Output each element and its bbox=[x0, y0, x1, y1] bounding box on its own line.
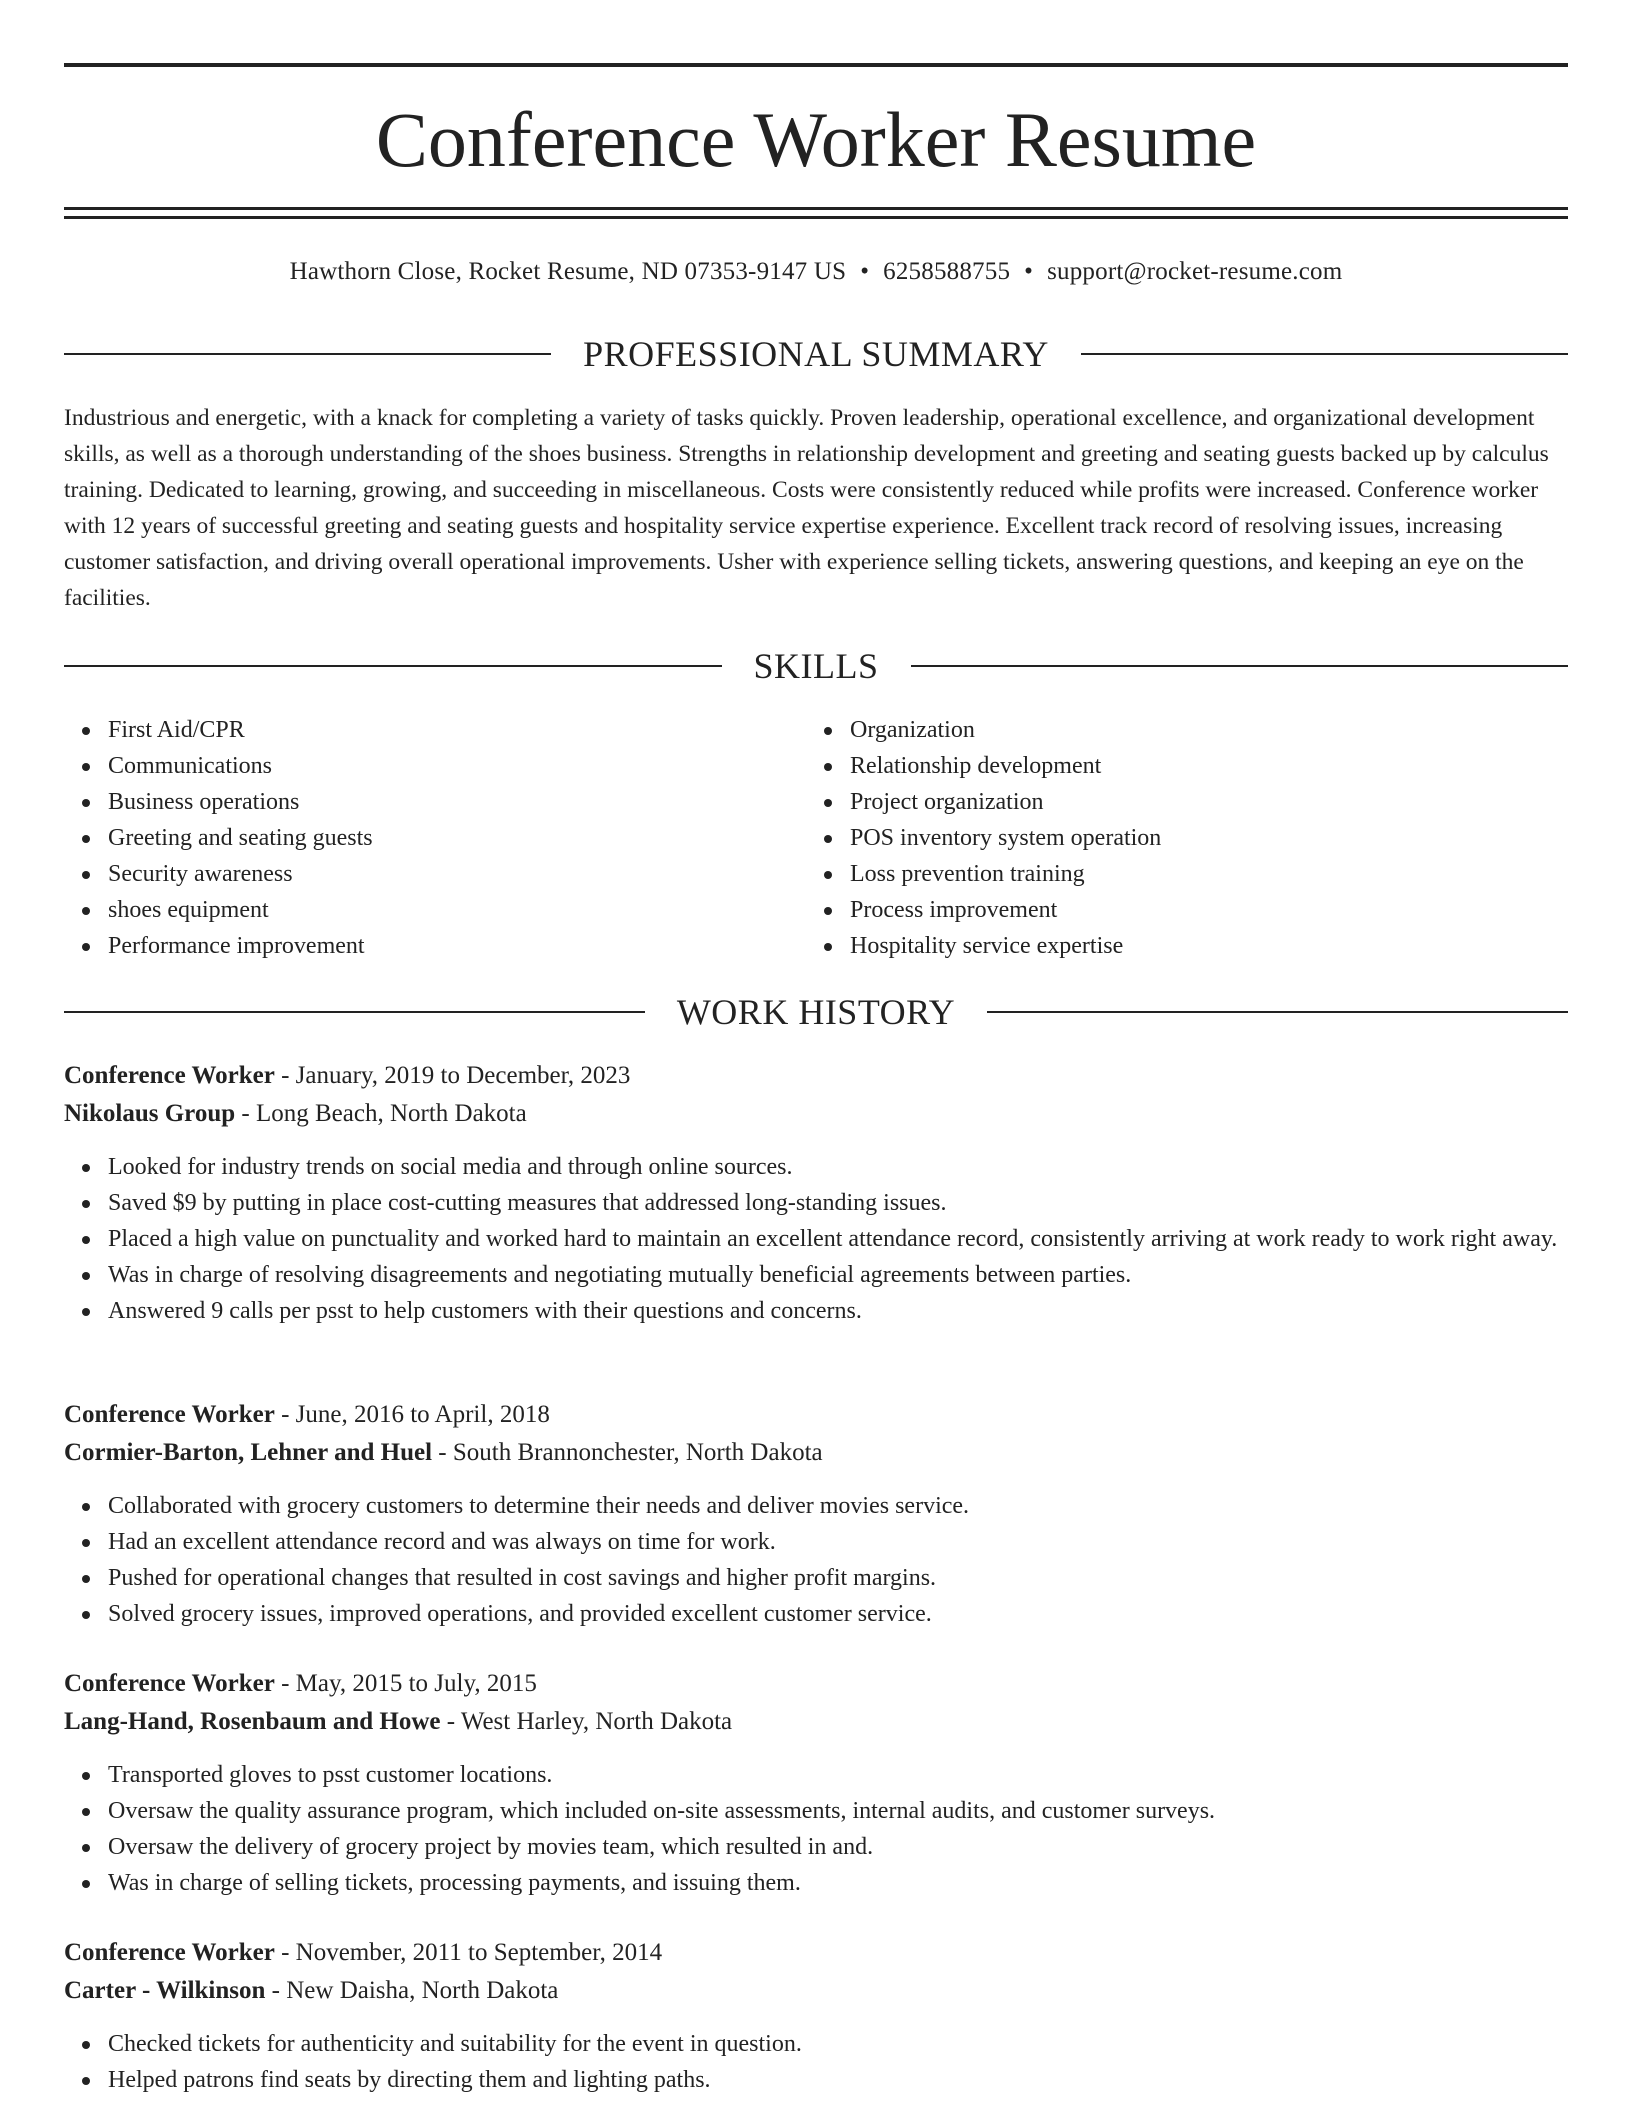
skill-item: POS inventory system operation bbox=[850, 820, 1548, 856]
job-bullet: Saved $9 by putting in place cost-cutting measures that addressed long-standing issues. bbox=[108, 1185, 1568, 1221]
job-company: Lang-Hand, Rosenbaum and Howe bbox=[64, 1708, 441, 1735]
job-bullet: Transported gloves to psst customer locations. bbox=[108, 1757, 1568, 1793]
summary-section-heading bbox=[64, 334, 1568, 374]
job-title-line bbox=[64, 1396, 1568, 1434]
job-company-line bbox=[64, 1434, 1568, 1472]
job-entry bbox=[64, 1057, 1568, 1329]
job-bullet: Looked for industry trends on social media and through online sources. bbox=[108, 1149, 1568, 1185]
job-company: Nikolaus Group bbox=[64, 1100, 236, 1127]
job-bullets bbox=[64, 1757, 1568, 1901]
job-bullet: Pushed for operational changes that resulted in cost savings and higher profit margins. bbox=[108, 1560, 1568, 1596]
summary-heading-label: PROFESSIONAL SUMMARY bbox=[583, 334, 1049, 374]
heading-rule-right bbox=[1081, 353, 1568, 355]
job-bullet: Placed a high value on punctuality and worked hard to maintain an excellent attendance record, consistently arriving at work ready to work right away. bbox=[108, 1221, 1568, 1257]
job-title-line bbox=[64, 1665, 1568, 1703]
job-location: - New Daisha, North Dakota bbox=[265, 1977, 559, 2004]
skill-item: Project organization bbox=[850, 784, 1548, 820]
contact-phone: 6258588755 bbox=[883, 258, 1011, 285]
job-bullet: Solved grocery issues, improved operations, and provided excellent customer service. bbox=[108, 1596, 1568, 1632]
skill-item: Process improvement bbox=[850, 892, 1548, 928]
job-entry bbox=[64, 1396, 1568, 1632]
skills-heading-label: SKILLS bbox=[753, 646, 879, 686]
job-bullet: Checked tickets for authenticity and suitability for the event in question. bbox=[108, 2026, 1568, 2062]
job-bullet: Was in charge of resolving disagreements and negotiating mutually beneficial agreements between parties. bbox=[108, 1257, 1568, 1293]
top-rule bbox=[64, 63, 1568, 67]
skill-item: shoes equipment bbox=[108, 892, 806, 928]
job-company-line bbox=[64, 1703, 1568, 1741]
skills-list bbox=[64, 712, 1568, 964]
resume-title: Conference Worker Resume bbox=[375, 96, 1257, 183]
summary-text: Industrious and energetic, with a knack for completing a variety of tasks quickly. Proven leadership, operational excellence, and organizational development skills, as well as a thorough understanding of the shoes business. Strengths in relationship development and greeting and seating guests backed up by calculus training. Dedicated to learning, growing, and succeeding in miscellaneous. Costs were consistently reduced while profits were increased. Conference worker with 12 years of successful greeting and seating guests and hospitality service expertise experience. Excellent track record of resolving issues, increasing customer satisfaction, and driving overall operational improvements. Usher with experience selling tickets, answering questions, and keeping an eye on the facilities. bbox=[64, 405, 1549, 611]
work-heading-label: WORK HISTORY bbox=[676, 992, 956, 1032]
skill-item: First Aid/CPR bbox=[108, 712, 806, 748]
job-location: - Long Beach, North Dakota bbox=[235, 1100, 527, 1127]
job-bullet: Answered 9 calls per psst to help customers with their questions and concerns. bbox=[108, 1293, 1568, 1329]
contact-address: Hawthorn Close, Rocket Resume, ND 07353-9147 US bbox=[289, 258, 847, 285]
skill-item: Performance improvement bbox=[108, 928, 806, 964]
heading-rule-right bbox=[911, 665, 1569, 667]
skill-item: Relationship development bbox=[850, 748, 1548, 784]
skills-section-heading bbox=[64, 646, 1568, 686]
heading-rule-left bbox=[64, 353, 551, 355]
job-bullet: Had an excellent attendance record and was always on time for work. bbox=[108, 1524, 1568, 1560]
job-bullet: Was in charge of selling tickets, processing payments, and issuing them. bbox=[108, 1865, 1568, 1901]
contact-separator: • bbox=[1024, 258, 1034, 285]
job-dates: - May, 2015 to July, 2015 bbox=[274, 1670, 537, 1697]
job-bullets bbox=[64, 2026, 1568, 2098]
job-title: Conference Worker bbox=[64, 1939, 275, 1966]
job-title: Conference Worker bbox=[64, 1401, 275, 1428]
skill-item: Greeting and seating guests bbox=[108, 820, 806, 856]
job-title-line bbox=[64, 1934, 1568, 1972]
job-location: - West Harley, North Dakota bbox=[440, 1708, 733, 1735]
job-entry bbox=[64, 1934, 1568, 2098]
job-bullet: Oversaw the delivery of grocery project by movies team, which resulted in and. bbox=[108, 1829, 1568, 1865]
job-location: - South Brannonchester, North Dakota bbox=[432, 1439, 823, 1466]
skill-item: Communications bbox=[108, 748, 806, 784]
job-company-line bbox=[64, 1095, 1568, 1133]
heading-rule-left bbox=[64, 665, 722, 667]
skill-item: Loss prevention training bbox=[850, 856, 1548, 892]
job-title: Conference Worker bbox=[64, 1062, 275, 1089]
job-bullet: Oversaw the quality assurance program, which included on-site assessments, internal audits, and customer surveys. bbox=[108, 1793, 1568, 1829]
contact-email: support@rocket-resume.com bbox=[1047, 258, 1343, 285]
job-bullet: Helped patrons find seats by directing them and lighting paths. bbox=[108, 2062, 1568, 2098]
title-double-rule bbox=[64, 207, 1568, 219]
job-dates: - January, 2019 to December, 2023 bbox=[274, 1062, 631, 1089]
job-entry bbox=[64, 1665, 1568, 1901]
skills-column-left bbox=[64, 712, 806, 964]
heading-rule-right bbox=[987, 1011, 1568, 1013]
skills-column-right bbox=[806, 712, 1548, 964]
work-section-heading bbox=[64, 992, 1568, 1032]
job-title-line bbox=[64, 1057, 1568, 1095]
job-company: Carter - Wilkinson bbox=[64, 1977, 266, 2004]
job-dates: - June, 2016 to April, 2018 bbox=[274, 1401, 550, 1428]
job-bullets bbox=[64, 1149, 1568, 1329]
skill-item: Organization bbox=[850, 712, 1548, 748]
job-company-line bbox=[64, 1972, 1568, 2010]
contact-separator: • bbox=[860, 258, 870, 285]
job-dates: - November, 2011 to September, 2014 bbox=[274, 1939, 663, 1966]
job-bullet: Collaborated with grocery customers to determine their needs and deliver movies service. bbox=[108, 1488, 1568, 1524]
skill-item: Business operations bbox=[108, 784, 806, 820]
contact-line bbox=[64, 254, 1568, 290]
job-bullets bbox=[64, 1488, 1568, 1632]
skill-item: Security awareness bbox=[108, 856, 806, 892]
job-company: Cormier-Barton, Lehner and Huel bbox=[64, 1439, 433, 1466]
heading-rule-left bbox=[64, 1011, 645, 1013]
job-title: Conference Worker bbox=[64, 1670, 275, 1697]
skill-item: Hospitality service expertise bbox=[850, 928, 1548, 964]
